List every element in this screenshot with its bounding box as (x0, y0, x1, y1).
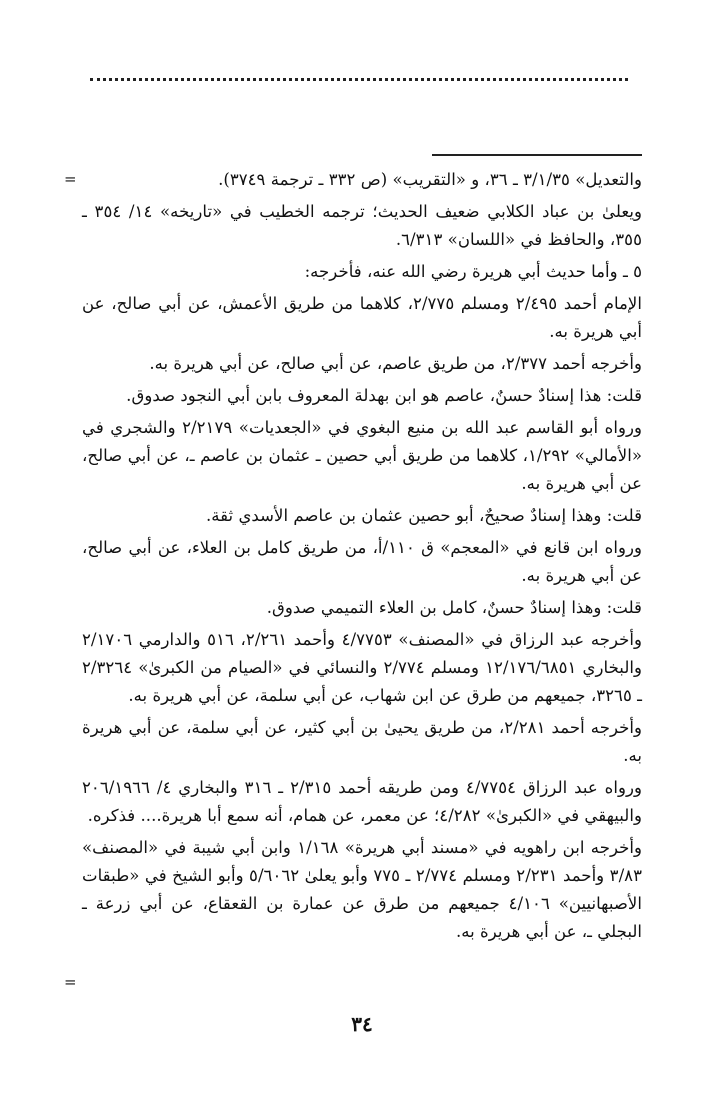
paragraph: ورواه أبو القاسم عبد الله بن منيع البغوي في «الجعديات» ٢/٢١٧٩ والشجري في «الأمالي» ١/٢٩٢، كلاهما من طريق أبي حصين ـ عثمان بن عاصم ـ، عن أبي صالح، عن أبي هريرة به. (82, 418, 643, 493)
paragraph: وأخرجه أحمد ٢/٢٨١، من طريق يحيىٰ بن أبي كثير، عن أبي سلمة، عن أبي هريرة به. (82, 718, 642, 765)
paragraph: وأخرجه عبد الرزاق في «المصنف» ٤/٧٧٥٣ وأحمد ٢/٢٦١، ٥١٦ والدارمي ٢/١٧٠٦ والبخاري ١٢/١٧٦/٦٨٥١ ومسلم ٢/٧٧٤ والنسائي في «الصيام من الكبرىٰ» ٢/٣٢٦٤ ـ ٣٢٦٥، جميعهم من طرق عن ابن شهاب، عن أبي سلمة، عن أبي هريرة به. (82, 630, 643, 705)
paragraph: وأخرجه ابن راهويه في «مسند أبي هريرة» ١/١٦٨ وابن أبي شيبة في «المصنف» ٣/٨٣ وأحمد ٢/٢٣١ ومسلم ٢/٧٧٤ ـ ٧٧٥ وأبو يعلىٰ ٥/٦٠٦٢ وأبو الشيخ في «طبقات الأصبهانيين» ٤/١٠٦ جميعهم من طرق عن عمارة بن القعقاع، عن أبي زرعة ـ البجلي ـ، عن أبي هريرة به. (82, 838, 642, 941)
paragraph: وأخرجه أحمد ٢/٣٧٧، من طريق عاصم، عن أبي صالح، عن أبي هريرة به. (149, 354, 642, 373)
paragraph: الإمام أحمد ٢/٤٩٥ ومسلم ٢/٧٧٥، كلاهما من طريق الأعمش، عن أبي صالح، عن أبي هريرة به. (82, 294, 643, 341)
paragraph: ورواه عبد الرزاق ٤/٧٧٥٤ ومن طريقه أحمد ٢/٣١٥ ـ ٣١٦ والبخاري ٤/ ٢٠٦/١٩٦٦ والبيهقي في «الكبرىٰ» ٤/٢٨٢؛ عن معمر، عن همام، أنه سمع أبا هريرة.... فذكره. (82, 778, 642, 825)
paragraph: ويعلىٰ بن عباد الكلابي ضعيف الحديث؛ ترجمه الخطيب في «تاريخه» ١٤/ ٣٥٤ ـ ٣٥٥، والحافظ في «اللسان» ٦/٣١٣. (82, 202, 643, 249)
continuation-marker-top: = (64, 170, 77, 188)
paragraph: قلت: وهذا إسنادٌ صحيحٌ، أبو حصين عثمان بن عاصم الأسدي ثقة. (205, 506, 642, 525)
paragraph: والتعديل» ٣/١/٣٥ ـ ٣٦، و «التقريب» (ص ٣٣٢ ـ ترجمة ٣٧٤٩). (218, 170, 642, 189)
paragraph: قلت: هذا إسنادٌ حسنٌ، عاصم هو ابن بهدلة المعروف بابن أبي النجود صدوق. (126, 386, 642, 405)
dotted-separator (90, 78, 628, 81)
footnote-rule (432, 154, 642, 156)
paragraph: قلت: وهذا إسنادٌ حسنٌ، كامل بن العلاء التميمي صدوق. (266, 598, 642, 617)
paragraph: ٥ ـ وأما حديث أبي هريرة رضي الله عنه، فأخرجه: (304, 262, 642, 281)
footnote-text (82, 166, 642, 950)
continuation-marker-bottom: = (64, 973, 77, 991)
paragraph: ورواه ابن قانع في «المعجم» ق ١١٠/أ، من طريق كامل بن العلاء، عن أبي صالح، عن أبي هريرة به. (82, 538, 642, 585)
page-number: ٣٤ (351, 1012, 373, 1036)
